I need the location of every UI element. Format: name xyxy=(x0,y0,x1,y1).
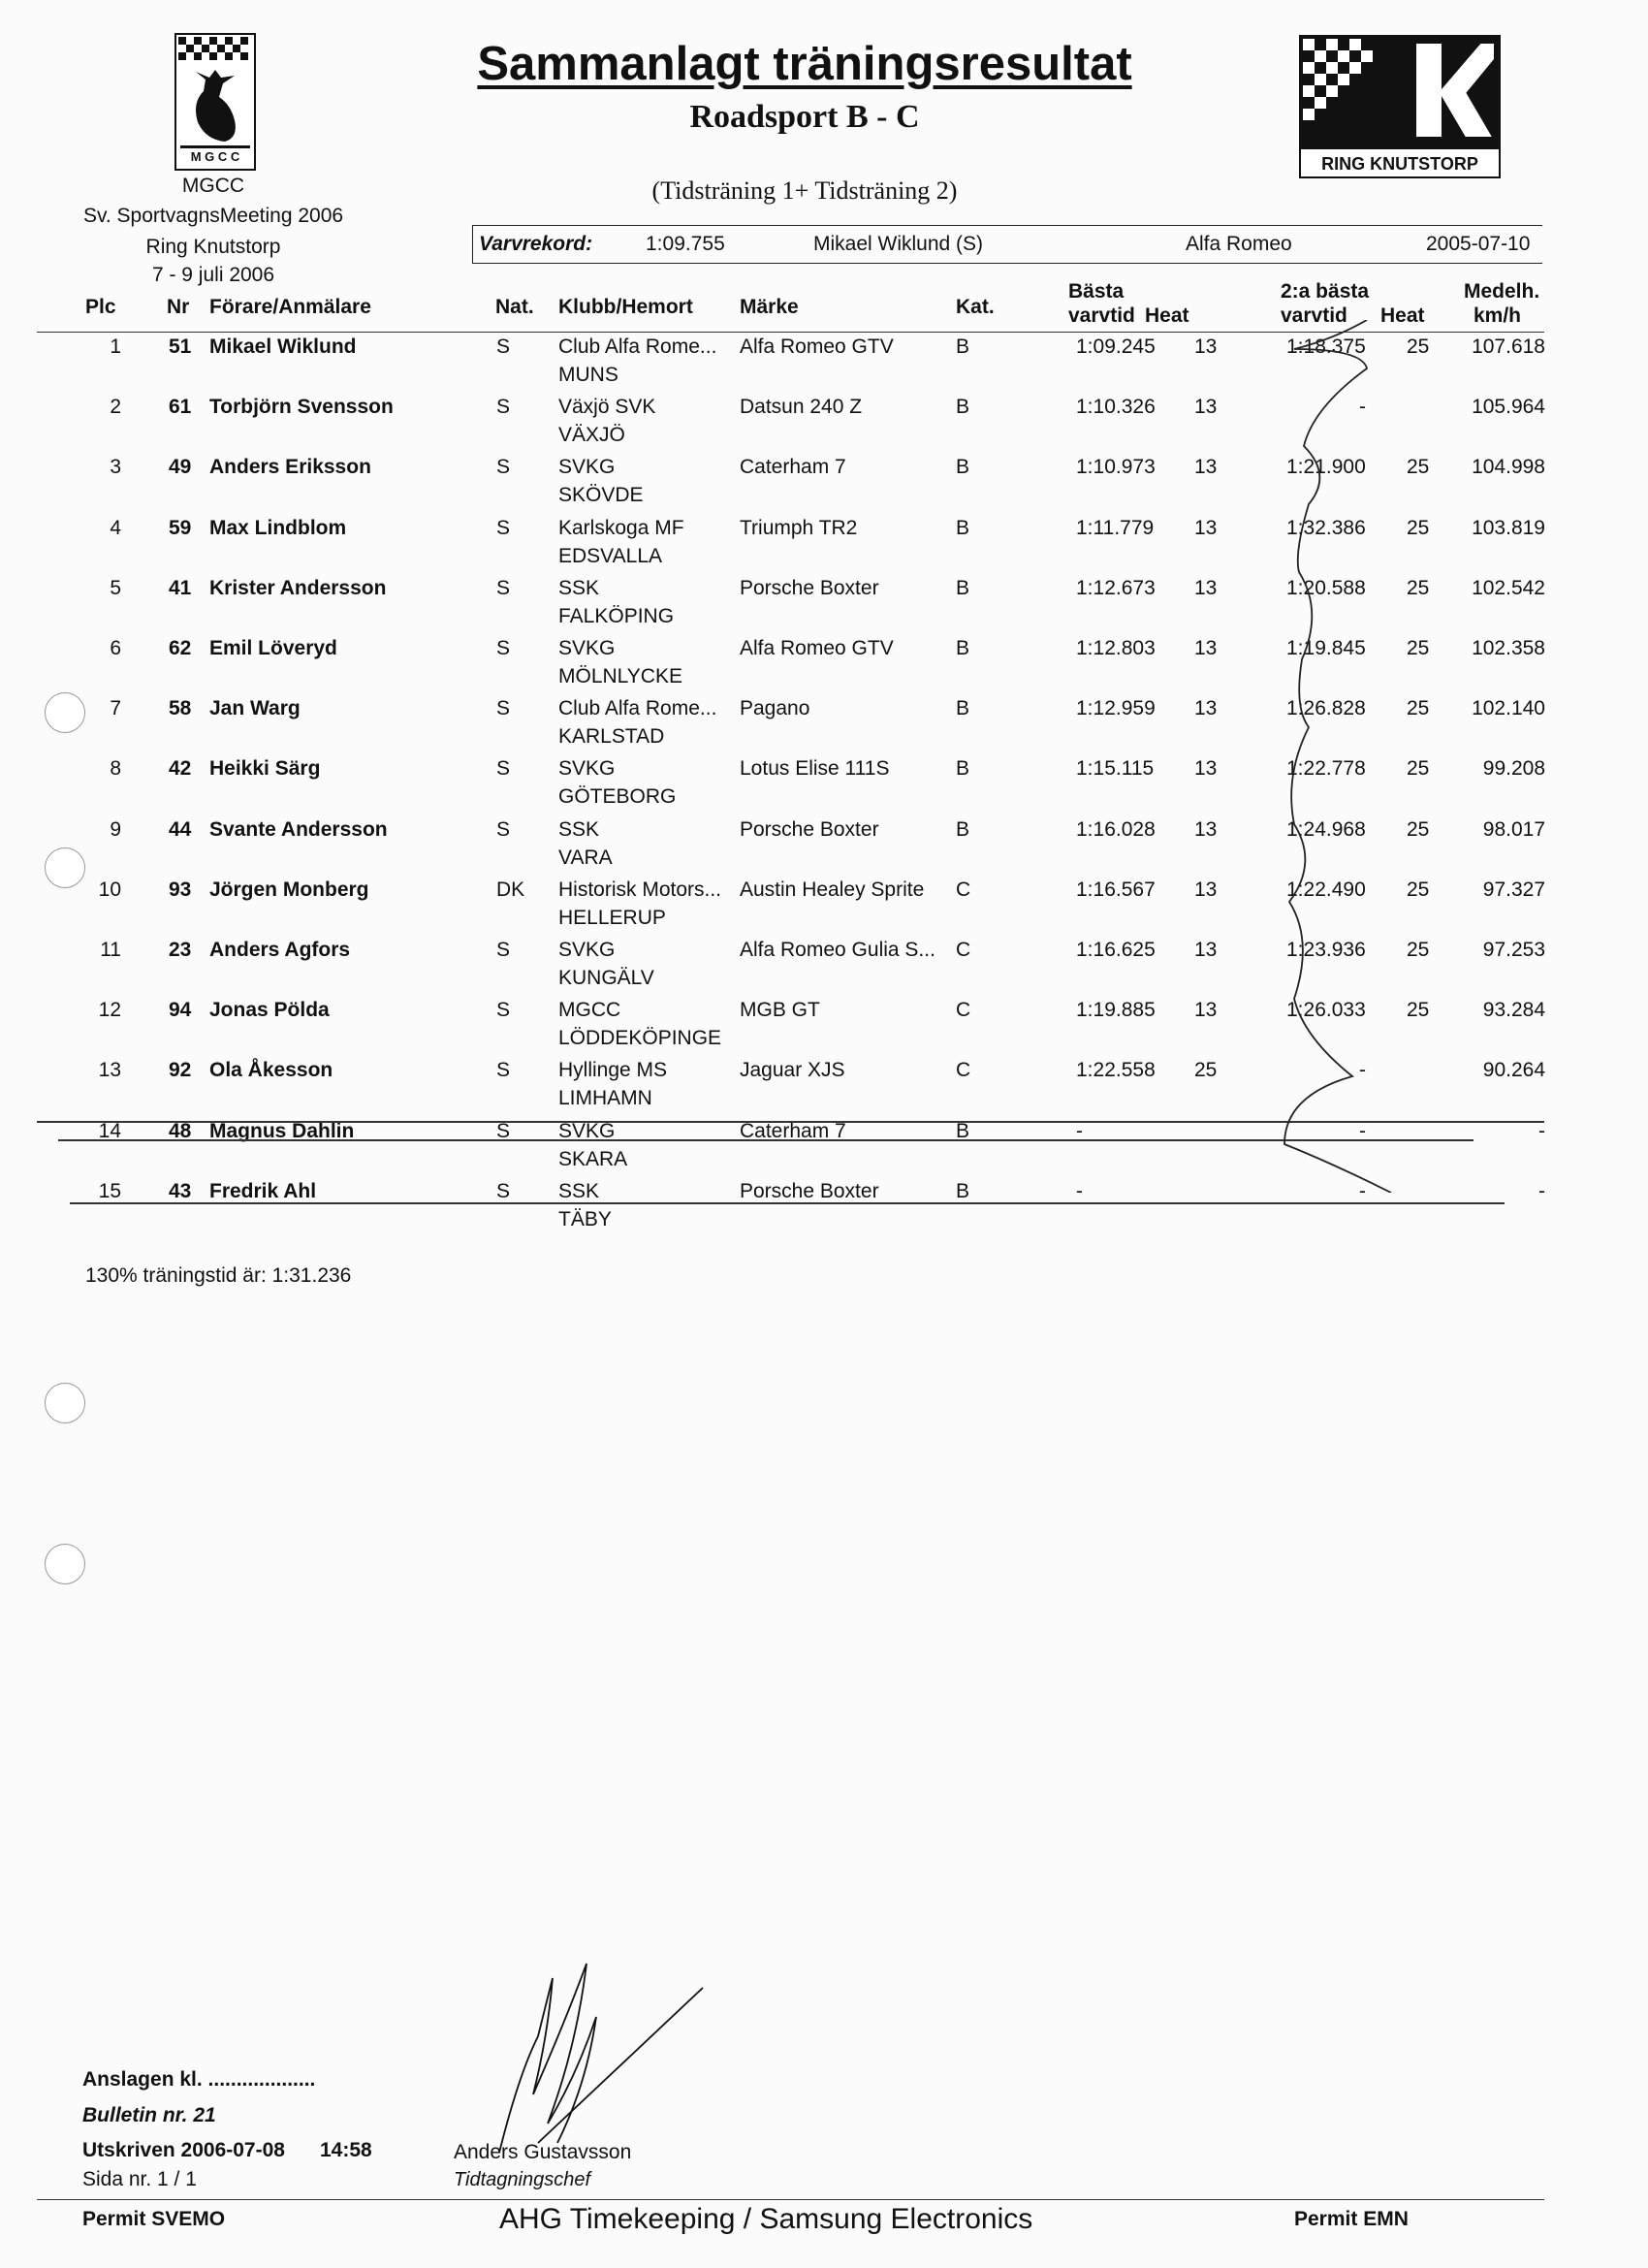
cell-driver: Svante Andersson xyxy=(209,817,388,841)
cell-kat: B xyxy=(956,1119,970,1142)
cell-nr: 44 xyxy=(169,817,192,841)
cell-heat2: 25 xyxy=(1407,757,1430,781)
cell-make: Porsche Boxter xyxy=(740,817,879,841)
cell-heat1: 13 xyxy=(1194,516,1218,539)
cell-club: SSK xyxy=(558,817,600,841)
bulletin-number: Bulletin nr. 21 xyxy=(82,2104,216,2126)
handwritten-scribble xyxy=(1275,320,1430,1193)
cell-heat2: 25 xyxy=(1407,878,1430,901)
cell-plc: 7 xyxy=(110,697,121,720)
cell-heat2: 25 xyxy=(1407,999,1430,1022)
cell-kat: C xyxy=(956,999,971,1022)
cell-avg: 105.964 xyxy=(1472,396,1545,419)
punch-hole xyxy=(45,1544,85,1584)
cell-nat: S xyxy=(496,999,511,1022)
cell-club: Hyllinge MS xyxy=(558,1059,668,1082)
cell-club: SVKG xyxy=(558,939,616,961)
cell-kat: B xyxy=(956,456,970,479)
cell-city: FALKÖPING xyxy=(558,604,675,627)
cell-heat2: 25 xyxy=(1407,516,1430,539)
cell-heat1: 13 xyxy=(1194,878,1218,901)
cell-make: Triumph TR2 xyxy=(740,516,858,539)
col-avg-top: Medelh. xyxy=(1464,280,1540,303)
col-club: Klubb/Hemort xyxy=(558,296,693,318)
col-second-top: 2:a bästa xyxy=(1281,280,1370,303)
cell-nat: S xyxy=(496,817,511,841)
cell-heat1: 13 xyxy=(1194,335,1218,358)
cell-make: Datsun 240 Z xyxy=(740,396,863,419)
cell-make: Porsche Boxter xyxy=(740,1179,879,1202)
cell-kat: B xyxy=(956,396,970,419)
col-nat: Nat. xyxy=(495,296,534,318)
cell-heat1: 13 xyxy=(1194,999,1218,1022)
cell-kat: B xyxy=(956,1179,970,1202)
cell-second: - xyxy=(1359,1119,1366,1142)
cell-kat: C xyxy=(956,1059,971,1082)
cell-club: MGCC xyxy=(558,999,621,1022)
cell-nr: 61 xyxy=(169,396,192,419)
cell-kat: B xyxy=(956,637,970,659)
cell-nr: 49 xyxy=(169,456,192,479)
cell-city: MUNS xyxy=(558,364,618,386)
svg-text:M G C C: M G C C xyxy=(190,149,240,164)
cell-plc: 9 xyxy=(110,817,121,841)
cell-second: 1:23.936 xyxy=(1286,939,1366,961)
cell-nr: 41 xyxy=(169,576,192,599)
cell-heat1: 13 xyxy=(1194,757,1218,781)
cell-kat: B xyxy=(956,576,970,599)
cell-nat: S xyxy=(496,757,511,781)
cell-heat2: 25 xyxy=(1407,335,1430,358)
cell-plc: 2 xyxy=(110,396,121,419)
cell-club: SVKG xyxy=(558,456,616,479)
cell-best: 1:10.973 xyxy=(1076,456,1156,479)
cell-nr: 43 xyxy=(169,1179,192,1202)
cell-avg: 102.542 xyxy=(1472,576,1545,599)
cell-plc: 3 xyxy=(110,456,121,479)
cell-avg: 102.140 xyxy=(1472,697,1545,720)
col-best-bottom: varvtid xyxy=(1068,304,1135,327)
cell-make: Porsche Boxter xyxy=(740,576,879,599)
cell-driver: Ola Åkesson xyxy=(209,1059,333,1082)
cell-plc: 4 xyxy=(110,516,121,539)
cell-nr: 62 xyxy=(169,637,192,659)
cell-heat1: 13 xyxy=(1194,396,1218,419)
cell-avg: 99.208 xyxy=(1482,757,1545,781)
cell-club: Historisk Motors... xyxy=(558,878,722,901)
footer-rule xyxy=(37,2199,1544,2200)
cell-second: 1:19.845 xyxy=(1286,637,1366,659)
cell-heat2: 25 xyxy=(1407,637,1430,659)
cell-second: - xyxy=(1359,1179,1366,1202)
cell-heat1: 13 xyxy=(1194,697,1218,720)
cell-make: Jaguar XJS xyxy=(740,1059,845,1082)
cell-kat: B xyxy=(956,335,970,358)
event-dates: 7 - 9 juli 2006 xyxy=(151,264,275,286)
cell-best: 1:22.558 xyxy=(1076,1059,1156,1082)
cell-nat: S xyxy=(496,637,511,659)
cell-driver: Mikael Wiklund xyxy=(209,335,357,358)
col-driver: Förare/Anmälare xyxy=(209,296,371,318)
cell-driver: Fredrik Ahl xyxy=(209,1179,317,1202)
cell-city: LIMHAMN xyxy=(558,1087,652,1110)
cell-club: Karlskoga MF xyxy=(558,516,684,539)
cell-nat: S xyxy=(496,516,511,539)
cell-make: Lotus Elise 111S xyxy=(740,757,890,781)
cell-kat: B xyxy=(956,697,970,720)
col-second-bottom: varvtid xyxy=(1281,304,1347,327)
cell-club: SVKG xyxy=(558,757,616,781)
cell-make: MGB GT xyxy=(740,999,820,1022)
cell-plc: 5 xyxy=(110,576,121,599)
cell-second: 1:32.386 xyxy=(1286,516,1366,539)
event-name: Sv. SportvagnsMeeting 2006 xyxy=(82,205,344,227)
cell-make: Caterham 7 xyxy=(740,1119,846,1142)
cell-avg: 102.358 xyxy=(1472,637,1545,659)
cell-best: - xyxy=(1076,1119,1083,1142)
cell-best: 1:11.779 xyxy=(1076,516,1155,539)
cell-heat1: 13 xyxy=(1194,817,1218,841)
signer-name: Anders Gustavsson xyxy=(454,2141,632,2163)
permit-right: Permit EMN xyxy=(1294,2208,1409,2230)
logo-caption: MGCC xyxy=(181,175,245,197)
cell-nr: 42 xyxy=(169,757,192,781)
cell-avg: 103.819 xyxy=(1472,516,1545,539)
cell-plc: 1 xyxy=(110,335,121,358)
cell-club: Club Alfa Rome... xyxy=(558,335,717,358)
cell-second: 1:18.375 xyxy=(1286,335,1366,358)
cell-make: Austin Healey Sprite xyxy=(740,878,925,901)
logo-right-text: RING KNUTSTORP xyxy=(1321,154,1478,174)
training-note: 130% träningstid är: 1:31.236 xyxy=(85,1264,352,1287)
cell-city: SKARA xyxy=(558,1147,628,1170)
cell-best: 1:12.673 xyxy=(1076,576,1156,599)
signer-title: Tidtagningschef xyxy=(454,2169,591,2190)
cell-driver: Torbjörn Svensson xyxy=(209,396,394,419)
cell-kat: B xyxy=(956,516,970,539)
cell-avg: 93.284 xyxy=(1482,999,1545,1022)
cell-city: EDSVALLA xyxy=(558,544,662,567)
page-number: Sida nr. 1 / 1 xyxy=(82,2168,197,2190)
cell-nat: S xyxy=(496,1179,511,1202)
posted-line: Anslagen kl. ................... xyxy=(82,2068,316,2091)
cell-best: 1:12.959 xyxy=(1076,697,1156,720)
cell-make: Alfa Romeo Gulia S... xyxy=(740,939,935,961)
cell-kat: B xyxy=(956,757,970,781)
cell-nr: 59 xyxy=(169,516,192,539)
cell-avg: 107.618 xyxy=(1472,335,1545,358)
punch-hole xyxy=(45,847,85,888)
punch-hole xyxy=(45,692,85,733)
cell-best: 1:16.625 xyxy=(1076,939,1156,961)
timekeeping-provider: AHG Timekeeping / Samsung Electronics xyxy=(499,2203,1033,2235)
cell-city: GÖTEBORG xyxy=(558,785,677,809)
cell-second: 1:24.968 xyxy=(1286,817,1366,841)
cell-second: - xyxy=(1359,1059,1366,1082)
cell-best: 1:16.567 xyxy=(1076,878,1156,901)
cell-driver: Anders Eriksson xyxy=(209,456,371,479)
cell-best: 1:10.326 xyxy=(1076,396,1156,419)
cell-city: LÖDDEKÖPINGE xyxy=(558,1027,722,1050)
cell-driver: Heikki Särg xyxy=(209,757,321,781)
cell-nr: 94 xyxy=(169,999,192,1022)
cell-plc: 15 xyxy=(98,1179,121,1202)
cell-heat2: 25 xyxy=(1407,576,1430,599)
cell-nat: S xyxy=(496,939,511,961)
cell-plc: 8 xyxy=(110,757,121,781)
cell-heat2: 25 xyxy=(1407,939,1430,961)
cell-best: 1:16.028 xyxy=(1076,817,1156,841)
cell-nat: S xyxy=(496,396,511,419)
cell-second: - xyxy=(1359,396,1366,419)
record-date: 2005-07-10 xyxy=(1426,233,1531,255)
cell-plc: 11 xyxy=(100,939,121,961)
cell-avg: 97.253 xyxy=(1482,939,1545,961)
cell-heat1: 13 xyxy=(1194,637,1218,659)
cell-kat: C xyxy=(956,939,971,961)
cell-avg: - xyxy=(1538,1119,1545,1142)
cell-nat: S xyxy=(496,335,511,358)
cell-club: SSK xyxy=(558,576,600,599)
cell-city: MÖLNLYCKE xyxy=(558,665,682,687)
cell-heat1: 25 xyxy=(1194,1059,1218,1082)
cell-best: 1:09.245 xyxy=(1076,335,1156,358)
cell-heat1: 13 xyxy=(1194,576,1218,599)
cell-club: Club Alfa Rome... xyxy=(558,697,717,720)
cell-make: Caterham 7 xyxy=(740,456,846,479)
record-time: 1:09.755 xyxy=(646,233,725,255)
cell-kat: C xyxy=(956,878,971,901)
cell-driver: Jonas Pölda xyxy=(209,999,330,1022)
col-make: Märke xyxy=(740,296,799,318)
cell-club: Växjö SVK xyxy=(558,396,656,419)
cell-nr: 23 xyxy=(169,939,192,961)
cell-avg: 97.327 xyxy=(1482,878,1545,901)
record-car: Alfa Romeo xyxy=(1186,233,1292,255)
cell-make: Alfa Romeo GTV xyxy=(740,335,894,358)
cell-nat: DK xyxy=(496,878,525,901)
cell-city: VÄXJÖ xyxy=(558,424,625,447)
cell-club: SSK xyxy=(558,1179,600,1202)
punch-hole xyxy=(45,1383,85,1423)
cell-city: VARA xyxy=(558,846,613,869)
cell-second: 1:20.588 xyxy=(1286,576,1366,599)
cell-nat: S xyxy=(496,1059,511,1082)
cell-second: 1:21.900 xyxy=(1286,456,1366,479)
cell-plc: 14 xyxy=(98,1119,121,1142)
cell-best: - xyxy=(1076,1179,1083,1202)
cell-plc: 6 xyxy=(110,637,121,659)
cell-city: KARLSTAD xyxy=(558,725,665,749)
cell-driver: Anders Agfors xyxy=(209,939,351,961)
cell-best: 1:12.803 xyxy=(1076,637,1156,659)
cell-driver: Jan Warg xyxy=(209,697,301,720)
cell-city: KUNGÄLV xyxy=(558,967,654,989)
cell-nr: 58 xyxy=(169,697,192,720)
cell-nr: 48 xyxy=(169,1119,192,1142)
cell-plc: 12 xyxy=(98,999,121,1022)
col-plc: Plc xyxy=(85,296,116,318)
cell-heat2: 25 xyxy=(1407,456,1430,479)
cell-heat1: 13 xyxy=(1194,456,1218,479)
col-heat1: Heat xyxy=(1145,304,1189,327)
cell-best: 1:15.115 xyxy=(1076,757,1155,781)
cell-nat: S xyxy=(496,456,511,479)
strike-row-15 xyxy=(70,1202,1505,1204)
cell-city: HELLERUP xyxy=(558,906,666,929)
cell-plc: 10 xyxy=(98,878,121,901)
cell-heat2: 25 xyxy=(1407,817,1430,841)
page-title: Sammanlagt träningsresultat xyxy=(477,38,1132,90)
cell-city: TÄBY xyxy=(558,1207,612,1230)
cell-heat1: 13 xyxy=(1194,939,1218,961)
cell-club: SVKG xyxy=(558,637,616,659)
cell-plc: 13 xyxy=(98,1059,121,1082)
cell-driver: Krister Andersson xyxy=(209,576,387,599)
cell-best: 1:19.885 xyxy=(1076,999,1156,1022)
cell-driver: Magnus Dahlin xyxy=(209,1119,355,1142)
cell-club: SVKG xyxy=(558,1119,616,1142)
record-label: Varvrekord: xyxy=(479,233,593,255)
cell-driver: Jörgen Monberg xyxy=(209,878,369,901)
cell-make: Alfa Romeo GTV xyxy=(740,637,894,659)
col-nr: Nr xyxy=(167,296,190,318)
cell-avg: 90.264 xyxy=(1482,1059,1545,1082)
cell-nr: 92 xyxy=(169,1059,192,1082)
cell-avg: 104.998 xyxy=(1472,456,1545,479)
cell-second: 1:26.828 xyxy=(1286,697,1366,720)
cell-city: SKÖVDE xyxy=(558,484,644,507)
cell-make: Pagano xyxy=(740,697,810,720)
cell-kat: B xyxy=(956,817,970,841)
cell-nr: 93 xyxy=(169,878,192,901)
cell-nr: 51 xyxy=(169,335,192,358)
cell-second: 1:26.033 xyxy=(1286,999,1366,1022)
cell-nat: S xyxy=(496,697,511,720)
signature xyxy=(480,1959,713,2172)
col-best-top: Bästa xyxy=(1068,280,1125,303)
printed-time: 14:58 xyxy=(320,2139,372,2161)
ring-knutstorp-logo xyxy=(1299,35,1501,178)
cell-heat2: 25 xyxy=(1407,697,1430,720)
event-venue: Ring Knutstorp xyxy=(145,236,281,258)
cell-second: 1:22.490 xyxy=(1286,878,1366,901)
col-avg-bottom: km/h xyxy=(1474,304,1522,327)
strike-row-14 xyxy=(58,1139,1474,1141)
record-driver: Mikael Wiklund (S) xyxy=(813,233,984,255)
session-label: (Tidsträning 1+ Tidsträning 2) xyxy=(651,176,958,205)
cell-nat: S xyxy=(496,576,511,599)
printed-date: Utskriven 2006-07-08 xyxy=(82,2139,285,2161)
permit-left: Permit SVEMO xyxy=(82,2208,226,2230)
lap-record-box xyxy=(472,225,1542,264)
col-kat: Kat. xyxy=(956,296,995,318)
cell-avg: - xyxy=(1538,1179,1545,1202)
cell-driver: Max Lindblom xyxy=(209,516,347,539)
cell-second: 1:22.778 xyxy=(1286,757,1366,781)
page-subtitle: Roadsport B - C xyxy=(689,99,920,135)
cell-driver: Emil Löveryd xyxy=(209,637,337,659)
cell-nat: S xyxy=(496,1119,511,1142)
cell-avg: 98.017 xyxy=(1482,817,1545,841)
col-heat2: Heat xyxy=(1380,304,1425,327)
